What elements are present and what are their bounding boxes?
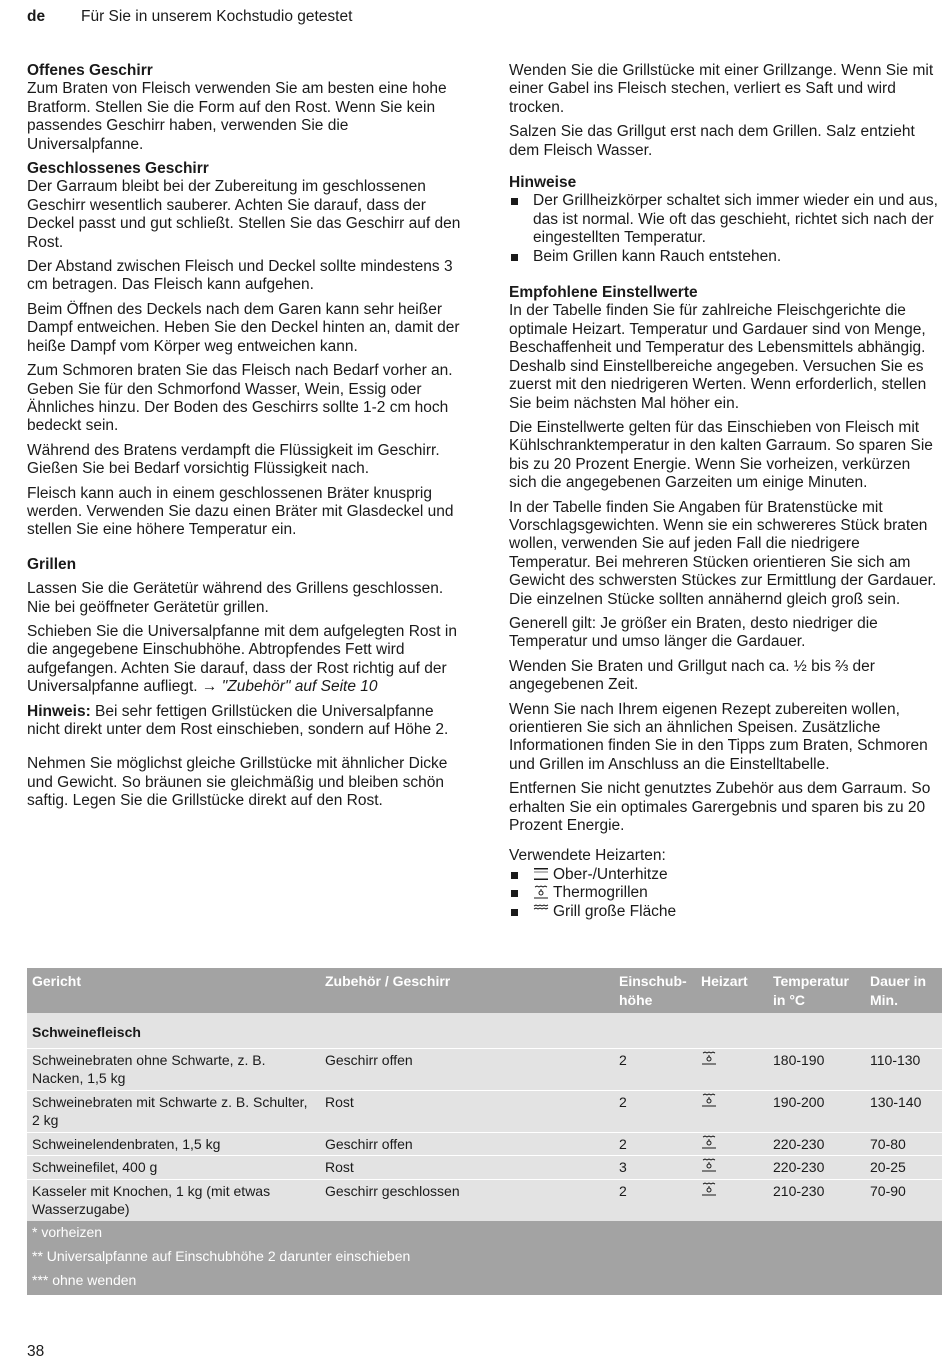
table-row bbox=[27, 1048, 942, 1090]
hinweise-heading: Hinweise bbox=[509, 174, 577, 192]
page-number: 38 bbox=[27, 1343, 45, 1360]
cell-hoehe: 2 bbox=[614, 1132, 696, 1156]
paragraph: Generell gilt: Je größer ein Braten, desto niedriger die Temperatur und umso länger die Gardauer. bbox=[509, 614, 878, 651]
cell-gericht: Kasseler mit Knochen, 1 kg (mit etwas Wasserzugabe) bbox=[27, 1179, 320, 1221]
thermogrillen-icon bbox=[533, 885, 549, 899]
cell-dauer: 70-90 bbox=[865, 1179, 942, 1221]
paragraph: Salzen Sie das Grillgut erst nach dem Grillen. Salz entzieht dem Fleisch Wasser. bbox=[509, 123, 915, 159]
table-group-row bbox=[27, 1013, 942, 1048]
cell-heizart bbox=[696, 1179, 768, 1221]
paragraph: Zum Schmoren braten Sie das Fleisch nach Bedarf vorher an. Geben Sie für den Schmorfond Wasser, Wein, Essig oder Ähnliches hinzu. Der Boden des Geschirrs sollte 1-2 cm hoch bedeckt sein. bbox=[27, 362, 453, 435]
thermogrillen-icon bbox=[701, 1051, 717, 1065]
paragraph bbox=[27, 623, 467, 697]
list-item: Beim Grillen kann Rauch entstehen. bbox=[509, 248, 939, 266]
right-column bbox=[509, 62, 939, 927]
heizart-label: Thermogrillen bbox=[553, 884, 648, 902]
empfohlene-einstellwerte-heading: Empfohlene Einstellwerte bbox=[509, 284, 698, 302]
cell-heizart bbox=[696, 1132, 768, 1156]
paragraph: Wenden Sie Braten und Grillgut nach ca. ½ bis ⅔ der angegebenen Zeit. bbox=[509, 657, 875, 694]
paragraph: Die Einstellwerte gelten für das Einschieben von Fleisch mit Kühlschranktemperatur in den kalten Garraum. So sparen Sie bis zu 20 Prozent Energie. Wenn Sie vorheizen, verkürzen sich die angegebenen Garzeiten um einige Minuten. bbox=[509, 418, 933, 492]
table-footnote-row bbox=[27, 1245, 942, 1269]
running-title: Für Sie in unserem Kochstudio getestet bbox=[81, 8, 353, 25]
heizarten-heading: Verwendete Heizarten: bbox=[509, 847, 666, 865]
cell-hoehe: 2 bbox=[614, 1090, 696, 1132]
cell-temperatur: 210-230 bbox=[768, 1179, 865, 1221]
heizart-label: Grill große Fläche bbox=[553, 902, 677, 920]
paragraph: Der Abstand zwischen Fleisch und Deckel sollte mindestens 3 cm betragen. Das Fleisch kann aufgehen. bbox=[27, 258, 453, 294]
paragraph: Lassen Sie die Gerätetür während des Grillens geschlossen. Nie bei geöffneter Gerätetür grillen. bbox=[27, 580, 444, 616]
hinweis-note bbox=[27, 703, 467, 740]
column-header-heizart: Heizart bbox=[696, 968, 768, 1013]
list-item bbox=[509, 903, 939, 921]
group-label: Schweinefleisch bbox=[27, 1013, 942, 1048]
cell-zubehoer: Geschirr geschlossen bbox=[320, 1179, 614, 1221]
column-header-temperatur: Temperatur in °C bbox=[768, 968, 865, 1013]
language-code: de bbox=[27, 8, 46, 25]
paragraph-text: Schieben Sie die Universalpfanne mit dem aufgelegten Rost in die angegebene Einschubhöhe. Abtropfendes Fett wird aufgefangen. Achten Sie darauf, dass der Rost richtig auf der Universalpfanne aufliegt. bbox=[27, 622, 457, 696]
cell-zubehoer: Rost bbox=[320, 1090, 614, 1132]
table-row bbox=[27, 1179, 942, 1221]
left-column bbox=[27, 62, 467, 817]
cell-hoehe: 2 bbox=[614, 1179, 696, 1221]
cell-zubehoer: Geschirr offen bbox=[320, 1132, 614, 1156]
paragraph: Fleisch kann auch in einem geschlossenen Bräter knusprig werden. Verwenden Sie dazu einen Bräter mit Glasdeckel und stellen Sie eine höhere Temperatur ein. bbox=[27, 484, 454, 539]
paragraph: Wenden Sie die Grillstücke mit einer Grillzange. Wenn Sie mit einer Gabel ins Fleisch stechen, verliert es Saft und wird trocken. bbox=[509, 62, 934, 116]
paragraph: Während des Bratens verdampft die Flüssigkeit im Geschirr. Gießen Sie bei Bedarf vorsichtig Flüssigkeit nach. bbox=[27, 441, 440, 478]
cell-temperatur: 180-190 bbox=[768, 1048, 865, 1090]
paragraph: Beim Öffnen des Deckels nach dem Garen kann sehr heißer Dampf entweichen. Heben Sie den Deckel hinten an, damit der heiße Dampf vom Körper weg entweichen kann. bbox=[27, 300, 460, 355]
ober-unterhitze-icon bbox=[533, 867, 549, 881]
table-row bbox=[27, 1132, 942, 1156]
heizart-label: Ober-/Unterhitze bbox=[553, 865, 668, 883]
cell-temperatur: 220-230 bbox=[768, 1132, 865, 1156]
list-item bbox=[509, 866, 939, 884]
cell-dauer: 70-80 bbox=[865, 1132, 942, 1156]
table-row bbox=[27, 1156, 942, 1180]
cell-temperatur: 220-230 bbox=[768, 1156, 865, 1180]
geschlossenes-geschirr-heading: Geschlossenes Geschirr bbox=[27, 160, 209, 178]
cell-heizart bbox=[696, 1156, 768, 1180]
page-reference-link[interactable]: → "Zubehör" auf Seite 10 bbox=[201, 678, 378, 696]
hinweise-list bbox=[509, 192, 939, 266]
cell-zubehoer: Geschirr offen bbox=[320, 1048, 614, 1090]
cell-dauer: 130-140 bbox=[865, 1090, 942, 1132]
thermogrillen-icon bbox=[701, 1182, 717, 1196]
column-header-einschubhoehe: Einschub- höhe bbox=[614, 968, 696, 1013]
hinweis-text: Bei sehr fettigen Grillstücken die Universalpfanne nicht direkt unter dem Rost einschieben, sondern auf Höhe 2. bbox=[27, 702, 449, 738]
paragraph: In der Tabelle finden Sie für zahlreiche Fleischgerichte die optimale Heizart. Temperatur und Gardauer sind von Menge, Beschaffenheit und Temperatur des Lebensmittels abhängig. Deshalb sind Einstellbereiche angegeben. Versuchen Sie es zuerst mit den niedrigeren Werten. Wenn erforderlich, stellen Sie beim nächsten Mal höher ein. bbox=[509, 302, 927, 412]
cell-heizart bbox=[696, 1090, 768, 1132]
cell-gericht: Schweinebraten ohne Schwarte, z. B. Nacken, 1,5 kg bbox=[27, 1048, 320, 1090]
cell-dauer: 110-130 bbox=[865, 1048, 942, 1090]
paragraph: Zum Braten von Fleisch verwenden Sie am besten eine hohe Bratform. Stellen Sie die Form auf den Rost. Wenn Sie kein passendes Geschirr haben, verwenden Sie die Universalpfanne. bbox=[27, 80, 447, 153]
thermogrillen-icon bbox=[701, 1158, 717, 1172]
page-header bbox=[27, 8, 930, 30]
cell-hoehe: 2 bbox=[614, 1048, 696, 1090]
thermogrillen-icon bbox=[701, 1093, 717, 1107]
cell-gericht: Schweinebraten mit Schwarte z. B. Schulter, 2 kg bbox=[27, 1090, 320, 1132]
thermogrillen-icon bbox=[701, 1135, 717, 1149]
paragraph: In der Tabelle finden Sie Angaben für Bratenstücke mit Vorschlagsgewichten. Wenn sie ein schwereres Stück braten wollen, verwenden Sie auf jeden Fall die niedrigere Temperatur. Bei mehreren Stücken orientieren Sie sich am Gewicht des schwersten Stückes zur Ermittlung der Gardauer. Die einzelnen Stücke sollten annähernd gleich groß sein. bbox=[509, 498, 937, 608]
table-footnote-row bbox=[27, 1221, 942, 1245]
heizarten-list bbox=[509, 866, 939, 921]
table-header-row bbox=[27, 968, 942, 1013]
paragraph: Wenn Sie nach Ihrem eigenen Rezept zubereiten wollen, orientieren Sie sich an ähnlichen Speisen. Zusätzliche Informationen finden Sie in den Tipps zum Braten, Schmoren und Grillen im Anschluss an die Einstelltabelle. bbox=[509, 700, 928, 773]
footnote: *** ohne wenden bbox=[27, 1269, 942, 1295]
grillen-heading: Grillen bbox=[27, 555, 77, 573]
cell-heizart bbox=[696, 1048, 768, 1090]
cell-gericht: Schweinelendenbraten, 1,5 kg bbox=[27, 1132, 320, 1156]
column-header-zubehoer: Zubehör / Geschirr bbox=[320, 968, 614, 1013]
grill-grosse-flaeche-icon bbox=[533, 904, 549, 918]
table-footnote-row bbox=[27, 1269, 942, 1295]
paragraph: Entfernen Sie nicht genutztes Zubehör aus dem Garraum. So erhalten Sie ein optimales Garergebnis und sparen bis zu 20 Prozent Energie. bbox=[509, 780, 931, 835]
footnote: * vorheizen bbox=[27, 1221, 942, 1245]
offenes-geschirr-heading: Offenes Geschirr bbox=[27, 62, 153, 79]
list-item: Der Grillheizkörper schaltet sich immer wieder ein und aus, das ist normal. Wie oft das geschieht, richtet sich nach der eingestellten Temperatur. bbox=[509, 192, 939, 247]
list-item bbox=[509, 884, 939, 902]
cell-gericht: Schweinefilet, 400 g bbox=[27, 1156, 320, 1180]
paragraph: Der Garraum bleibt bei der Zubereitung im geschlossenen Geschirr wesentlich sauberer. Achten Sie darauf, dass der Deckel passt und gut schließt. Stellen Sie das Geschirr auf den Rost. bbox=[27, 178, 461, 251]
table-row bbox=[27, 1090, 942, 1132]
cell-zubehoer: Rost bbox=[320, 1156, 614, 1180]
settings-table bbox=[27, 968, 942, 1295]
column-header-gericht: Gericht bbox=[27, 968, 320, 1013]
cell-dauer: 20-25 bbox=[865, 1156, 942, 1180]
hinweis-label: Hinweis: bbox=[27, 702, 91, 720]
column-header-dauer: Dauer in Min. bbox=[865, 968, 942, 1013]
cell-temperatur: 190-200 bbox=[768, 1090, 865, 1132]
footnote: ** Universalpfanne auf Einschubhöhe 2 darunter einschieben bbox=[27, 1245, 942, 1269]
paragraph: Nehmen Sie möglichst gleiche Grillstücke mit ähnlicher Dicke und Gewicht. So bräunen sie gleichmäßig und bleiben schön saftig. Legen Sie die Grillstücke direkt auf den Rost. bbox=[27, 755, 448, 810]
cell-hoehe: 3 bbox=[614, 1156, 696, 1180]
